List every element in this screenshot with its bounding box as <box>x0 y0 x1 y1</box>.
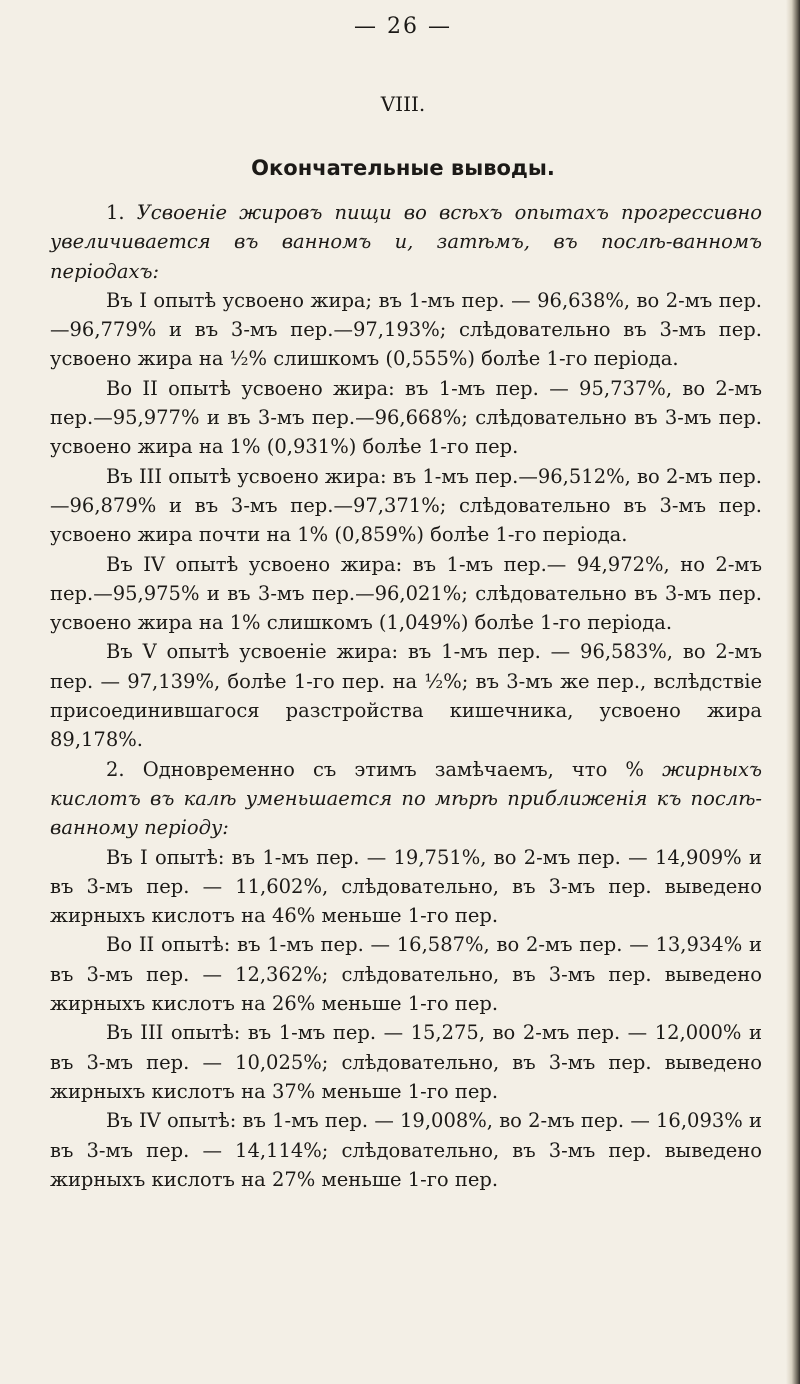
conclusion-heading-1: Усвоеніе жировъ пищи во всѣхъ опытахъ прогрессивно увеличивается въ ванномъ и, затѣмъ, въ послѣ-ванномъ періодахъ: <box>50 201 762 283</box>
paragraph-fatty-acids-3: Въ III опытѣ: въ 1-мъ пер. — 15,275, во 2-мъ пер. — 12,000% и въ 3-мъ пер. — 10,025%; слѣдовательно, въ 3-мъ пер. выведено жирныхъ кислотъ на 37% меньше 1-го пер. <box>50 1021 762 1103</box>
conclusion-heading-2: жирныхъ кислотъ въ калѣ уменьшается по мѣрѣ приближенія къ послѣ-ванному періоду: <box>50 757 762 840</box>
paragraph-fatty-acids-2: Во II опытѣ: въ 1-мъ пер. — 16,587%, во 2-мъ пер. — 13,934% и въ 3-мъ пер. — 12,362%; слѣдовательно, въ 3-мъ пер. выведено жирныхъ кислотъ на 26% меньше 1-го пер. <box>50 933 762 1016</box>
paragraph-experiment-2: Во II опытѣ усвоено жира: въ 1-мъ пер. — 95,737%, во 2-мъ пер.—95,977% и въ 3-мъ пер.—96,668%; слѣдовательно въ 3-мъ пер. усвоено жира на 1% (0,931%) болѣе 1-го пер. <box>50 376 762 459</box>
paragraph-fatty-acids-4: Въ IV опытѣ: въ 1-мъ пер. — 19,008%, во 2-мъ пер. — 16,093% и въ 3-мъ пер. — 14,114%; слѣдовательно, въ 3-мъ пер. выведено жирныхъ кислотъ на 27% меньше 1-го пер. <box>50 1109 762 1191</box>
paragraph-fatty-acids-1: Въ I опытѣ: въ 1-мъ пер. — 19,751%, во 2-мъ пер. — 14,909% и въ 3-мъ пер. — 11,602%, слѣдовательно, въ 3-мъ пер. выведено жирныхъ кислотъ на 46% меньше 1-го пер. <box>50 845 762 928</box>
paragraph-conclusion-2: 2. Одновременно съ этимъ замѣчаемъ, что % жирныхъ кислотъ въ калѣ уменьшается по мѣрѣ приближенія къ послѣ-ванному періоду: <box>50 757 762 840</box>
section-number: VIII. <box>380 92 426 116</box>
paragraph-conclusion-1: 1. Усвоеніе жировъ пищи во всѣхъ опытахъ прогрессивно увеличивается въ ванномъ и, затѣмъ, въ послѣ-ванномъ періодахъ: <box>50 201 762 283</box>
body-text <box>50 198 762 1194</box>
paragraph-experiment-3: Въ III опытѣ усвоено жира: въ 1-мъ пер.—96,512%, во 2-мъ пер.—96,879% и въ 3-мъ пер.—97,371%; слѣдовательно въ 3-мъ пер. усвоено жира почти на 1% (0,859%) болѣе 1-го періода. <box>50 464 762 547</box>
paragraph-experiment-4: Въ IV опытѣ усвоено жира: въ 1-мъ пер.— 94,972%, но 2-мъ пер.—95,975% и въ 3-мъ пер.—96,021%; слѣдовательно въ 3-мъ пер. усвоено жира на 1% слишкомъ (1,049%) болѣе 1-го періода. <box>50 552 762 635</box>
section-title: Окончательные выводы. <box>251 156 555 180</box>
page-number: — 26 — <box>354 14 452 39</box>
paragraph-experiment-5: Въ V опытѣ усвоеніе жира: въ 1-мъ пер. — 96,583%, во 2-мъ пер. — 97,139%, болѣе 1-го пер. на ½%; въ 3-мъ же пер., вслѣдствіе присоединившагося разстройства кишечника, усвоено жира 89,178%. <box>50 640 762 752</box>
paragraph-experiment-1: Въ I опытѣ усвоено жира; въ 1-мъ пер. — 96,638%, во 2-мъ пер.—96,779% и въ 3-мъ пер.—97,193%; слѣдовательно въ 3-мъ пер. усвоено жира на ½% слишкомъ (0,555%) болѣе 1-го періода. <box>50 288 762 371</box>
page-edge-shadow <box>786 0 800 1384</box>
